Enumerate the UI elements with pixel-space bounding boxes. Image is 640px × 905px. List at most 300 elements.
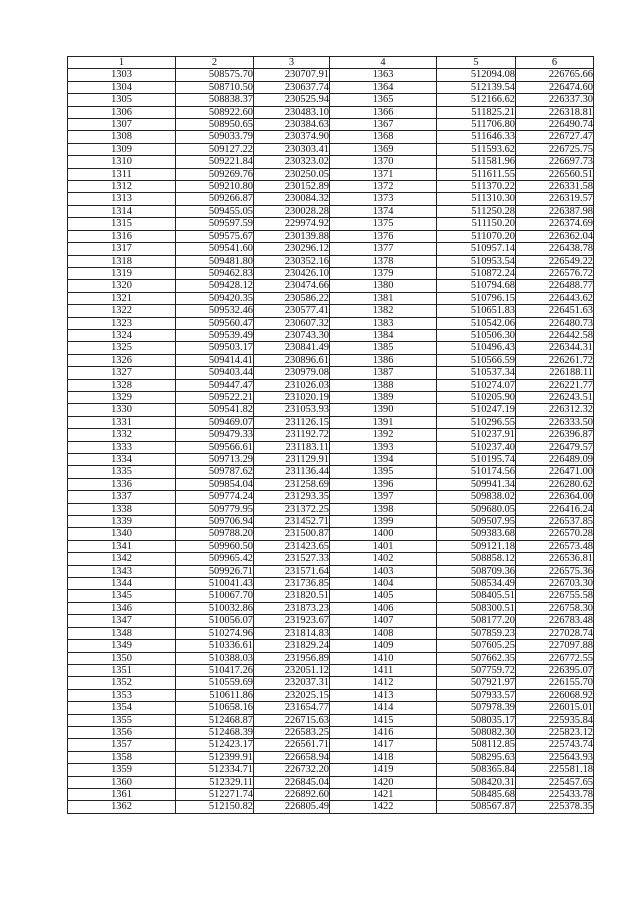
x-coordinate-left-cell: 509033.79 [176,131,254,143]
point-number-right-cell: 1386 [330,354,437,366]
point-number-left-cell: 1318 [68,255,176,267]
point-number-left-cell: 1353 [68,689,176,701]
y-coordinate-left-cell: 231192.72 [254,429,330,441]
column-header-point-number-right: 4 [330,57,437,69]
y-coordinate-left-cell: 230352.16 [254,255,330,267]
y-coordinate-right-cell: 226280.62 [516,478,594,490]
y-coordinate-left-cell: 231423.65 [254,540,330,552]
table-row [68,106,594,118]
table-row [68,441,594,453]
column-header-y-right: 6 [516,57,594,69]
x-coordinate-right-cell: 511310.30 [437,193,516,205]
point-number-left-cell: 1360 [68,776,176,788]
x-coordinate-left-cell: 510417.26 [176,664,254,676]
point-number-right-cell: 1364 [330,81,437,93]
x-coordinate-left-cell: 509455.05 [176,205,254,217]
point-number-left-cell: 1357 [68,739,176,751]
x-coordinate-right-cell: 508177.20 [437,615,516,627]
x-coordinate-right-cell: 511581.96 [437,156,516,168]
table-row [68,267,594,279]
point-number-right-cell: 1413 [330,689,437,701]
x-coordinate-right-cell: 510237.91 [437,429,516,441]
column-header-x-right: 5 [437,57,516,69]
table-row [68,404,594,416]
y-coordinate-left-cell: 226715.63 [254,714,330,726]
point-number-right-cell: 1407 [330,615,437,627]
y-coordinate-right-cell: 225457.65 [516,776,594,788]
y-coordinate-left-cell: 231820.51 [254,590,330,602]
table-row [68,230,594,242]
point-number-left-cell: 1313 [68,193,176,205]
point-number-left-cell: 1333 [68,441,176,453]
x-coordinate-right-cell: 508709.36 [437,565,516,577]
x-coordinate-left-cell: 512468.87 [176,714,254,726]
x-coordinate-left-cell: 509481.80 [176,255,254,267]
coordinates-sheet [67,56,593,814]
y-coordinate-right-cell: 226703.30 [516,578,594,590]
y-coordinate-right-cell: 226697.73 [516,156,594,168]
x-coordinate-right-cell: 508420.31 [437,776,516,788]
coordinates-table [67,56,594,814]
y-coordinate-left-cell: 231452.71 [254,516,330,528]
x-coordinate-right-cell: 509838.02 [437,491,516,503]
table-row [68,776,594,788]
x-coordinate-right-cell: 512139.54 [437,81,516,93]
y-coordinate-left-cell: 231571.64 [254,565,330,577]
x-coordinate-left-cell: 512150.82 [176,801,254,813]
x-coordinate-left-cell: 509566.61 [176,441,254,453]
y-coordinate-right-cell: 226438.78 [516,243,594,255]
table-row [68,788,594,800]
table-row [68,503,594,515]
y-coordinate-left-cell: 231829.24 [254,640,330,652]
y-coordinate-right-cell: 226576.72 [516,267,594,279]
table-row [68,181,594,193]
x-coordinate-left-cell: 512399.91 [176,751,254,763]
table-row [68,342,594,354]
y-coordinate-right-cell: 226068.92 [516,689,594,701]
table-row [68,739,594,751]
y-coordinate-left-cell: 231372.25 [254,503,330,515]
y-coordinate-right-cell: 227097.88 [516,640,594,652]
y-coordinate-right-cell: 227028.74 [516,627,594,639]
point-number-left-cell: 1340 [68,528,176,540]
table-row [68,491,594,503]
table-row [68,168,594,180]
x-coordinate-right-cell: 508300.51 [437,602,516,614]
point-number-right-cell: 1378 [330,255,437,267]
x-coordinate-right-cell: 508112.85 [437,739,516,751]
table-row [68,801,594,813]
x-coordinate-left-cell: 509447.47 [176,379,254,391]
table-row [68,652,594,664]
x-coordinate-left-cell: 509503.17 [176,342,254,354]
point-number-left-cell: 1362 [68,801,176,813]
y-coordinate-left-cell: 230139.88 [254,230,330,242]
y-coordinate-right-cell: 225643.93 [516,751,594,763]
point-number-left-cell: 1339 [68,516,176,528]
y-coordinate-left-cell: 231020.19 [254,391,330,403]
point-number-right-cell: 1367 [330,119,437,131]
point-number-left-cell: 1351 [68,664,176,676]
point-number-left-cell: 1321 [68,292,176,304]
y-coordinate-right-cell: 226480.73 [516,317,594,329]
x-coordinate-left-cell: 509926.71 [176,565,254,577]
x-coordinate-right-cell: 512094.08 [437,69,516,81]
x-coordinate-right-cell: 507978.39 [437,702,516,714]
point-number-right-cell: 1393 [330,441,437,453]
x-coordinate-right-cell: 510542.06 [437,317,516,329]
x-coordinate-right-cell: 508485.68 [437,788,516,800]
x-coordinate-right-cell: 510274.07 [437,379,516,391]
x-coordinate-right-cell: 508082.30 [437,726,516,738]
y-coordinate-right-cell: 226489.09 [516,454,594,466]
y-coordinate-left-cell: 226561.71 [254,739,330,751]
table-row [68,131,594,143]
x-coordinate-left-cell: 509854.04 [176,478,254,490]
point-number-right-cell: 1420 [330,776,437,788]
y-coordinate-left-cell: 230028.28 [254,205,330,217]
y-coordinate-right-cell: 226331.58 [516,181,594,193]
point-number-right-cell: 1369 [330,143,437,155]
y-coordinate-left-cell: 230896.61 [254,354,330,366]
x-coordinate-left-cell: 510559.69 [176,677,254,689]
x-coordinate-right-cell: 511646.33 [437,131,516,143]
y-coordinate-right-cell: 226783.48 [516,615,594,627]
table-row [68,540,594,552]
point-number-left-cell: 1344 [68,578,176,590]
point-number-left-cell: 1307 [68,119,176,131]
x-coordinate-right-cell: 510205.90 [437,391,516,403]
table-row [68,119,594,131]
table-row [68,764,594,776]
y-coordinate-left-cell: 226583.25 [254,726,330,738]
x-coordinate-right-cell: 510566.59 [437,354,516,366]
y-coordinate-right-cell: 225378.35 [516,801,594,813]
column-header-point-number-left: 1 [68,57,176,69]
x-coordinate-left-cell: 508575.70 [176,69,254,81]
x-coordinate-left-cell: 510067.70 [176,590,254,602]
y-coordinate-right-cell: 226479.57 [516,441,594,453]
x-coordinate-left-cell: 508950.65 [176,119,254,131]
y-coordinate-right-cell: 226471.00 [516,466,594,478]
point-number-right-cell: 1385 [330,342,437,354]
x-coordinate-right-cell: 507859.23 [437,627,516,639]
table-row [68,702,594,714]
point-number-left-cell: 1322 [68,305,176,317]
y-coordinate-right-cell: 226474.60 [516,81,594,93]
table-row [68,429,594,441]
point-number-left-cell: 1315 [68,218,176,230]
y-coordinate-left-cell: 231500.87 [254,528,330,540]
x-coordinate-right-cell: 509121.18 [437,540,516,552]
x-coordinate-left-cell: 509403.44 [176,367,254,379]
y-coordinate-right-cell: 226319.57 [516,193,594,205]
point-number-right-cell: 1368 [330,131,437,143]
point-number-left-cell: 1348 [68,627,176,639]
x-coordinate-right-cell: 510957.14 [437,243,516,255]
point-number-right-cell: 1412 [330,677,437,689]
table-row [68,590,594,602]
table-row [68,578,594,590]
table-row [68,553,594,565]
x-coordinate-right-cell: 508534.49 [437,578,516,590]
table-row [68,255,594,267]
x-coordinate-right-cell: 507759.72 [437,664,516,676]
point-number-left-cell: 1350 [68,652,176,664]
table-row [68,354,594,366]
table-row [68,466,594,478]
y-coordinate-right-cell: 226395.07 [516,664,594,676]
point-number-right-cell: 1366 [330,106,437,118]
x-coordinate-left-cell: 510611.86 [176,689,254,701]
table-row [68,516,594,528]
point-number-right-cell: 1419 [330,764,437,776]
y-coordinate-left-cell: 230303.41 [254,143,330,155]
x-coordinate-right-cell: 511825.21 [437,106,516,118]
y-coordinate-right-cell: 226416.24 [516,503,594,515]
x-coordinate-left-cell: 509706.94 [176,516,254,528]
point-number-left-cell: 1308 [68,131,176,143]
y-coordinate-left-cell: 230384.63 [254,119,330,131]
point-number-right-cell: 1402 [330,553,437,565]
y-coordinate-left-cell: 230979.08 [254,367,330,379]
x-coordinate-right-cell: 507921.97 [437,677,516,689]
x-coordinate-right-cell: 510537.34 [437,367,516,379]
point-number-right-cell: 1403 [330,565,437,577]
x-coordinate-left-cell: 508922.60 [176,106,254,118]
point-number-left-cell: 1337 [68,491,176,503]
x-coordinate-left-cell: 509469.07 [176,416,254,428]
table-row [68,317,594,329]
x-coordinate-left-cell: 508838.37 [176,94,254,106]
y-coordinate-left-cell: 230474.66 [254,280,330,292]
point-number-right-cell: 1400 [330,528,437,540]
x-coordinate-left-cell: 509965.42 [176,553,254,565]
y-coordinate-left-cell: 230152.89 [254,181,330,193]
table-row [68,280,594,292]
table-row [68,664,594,676]
point-number-left-cell: 1332 [68,429,176,441]
x-coordinate-right-cell: 508035.17 [437,714,516,726]
table-row [68,416,594,428]
table-row [68,602,594,614]
table-row [68,156,594,168]
y-coordinate-left-cell: 231183.11 [254,441,330,453]
y-coordinate-right-cell: 226488.77 [516,280,594,292]
x-coordinate-right-cell: 510796.15 [437,292,516,304]
x-coordinate-left-cell: 509210.80 [176,181,254,193]
point-number-left-cell: 1305 [68,94,176,106]
y-coordinate-right-cell: 226221.77 [516,379,594,391]
point-number-right-cell: 1397 [330,491,437,503]
x-coordinate-left-cell: 510388.03 [176,652,254,664]
x-coordinate-right-cell: 509941.34 [437,478,516,490]
x-coordinate-left-cell: 509479.33 [176,429,254,441]
y-coordinate-right-cell: 226560.51 [516,168,594,180]
x-coordinate-left-cell: 509787.62 [176,466,254,478]
x-coordinate-left-cell: 510658.16 [176,702,254,714]
x-coordinate-right-cell: 512166.62 [437,94,516,106]
x-coordinate-left-cell: 510336.61 [176,640,254,652]
y-coordinate-right-cell: 226549.22 [516,255,594,267]
table-row [68,726,594,738]
x-coordinate-right-cell: 511250.28 [437,205,516,217]
y-coordinate-right-cell: 226312.32 [516,404,594,416]
table-row [68,143,594,155]
y-coordinate-right-cell: 226188.11 [516,367,594,379]
point-number-right-cell: 1406 [330,602,437,614]
y-coordinate-left-cell: 230607.32 [254,317,330,329]
point-number-right-cell: 1394 [330,454,437,466]
point-number-left-cell: 1354 [68,702,176,714]
point-number-right-cell: 1399 [330,516,437,528]
y-coordinate-left-cell: 232037.31 [254,677,330,689]
point-number-right-cell: 1375 [330,218,437,230]
y-coordinate-left-cell: 230577.41 [254,305,330,317]
point-number-left-cell: 1304 [68,81,176,93]
point-number-right-cell: 1374 [330,205,437,217]
point-number-right-cell: 1373 [330,193,437,205]
point-number-right-cell: 1380 [330,280,437,292]
point-number-right-cell: 1415 [330,714,437,726]
x-coordinate-left-cell: 509532.46 [176,305,254,317]
y-coordinate-right-cell: 225935.84 [516,714,594,726]
y-coordinate-left-cell: 231136.44 [254,466,330,478]
point-number-left-cell: 1341 [68,540,176,552]
point-number-left-cell: 1361 [68,788,176,800]
y-coordinate-right-cell: 226451.63 [516,305,594,317]
x-coordinate-left-cell: 509428.12 [176,280,254,292]
x-coordinate-right-cell: 511070.20 [437,230,516,242]
y-coordinate-left-cell: 229974.92 [254,218,330,230]
point-number-right-cell: 1389 [330,391,437,403]
point-number-right-cell: 1363 [330,69,437,81]
point-number-left-cell: 1324 [68,329,176,341]
y-coordinate-left-cell: 231126.15 [254,416,330,428]
point-number-left-cell: 1342 [68,553,176,565]
y-coordinate-left-cell: 231814.83 [254,627,330,639]
y-coordinate-right-cell: 226755.58 [516,590,594,602]
table-row [68,528,594,540]
y-coordinate-left-cell: 230707.91 [254,69,330,81]
point-number-right-cell: 1414 [330,702,437,714]
table-row [68,677,594,689]
x-coordinate-left-cell: 509560.47 [176,317,254,329]
table-row [68,379,594,391]
y-coordinate-left-cell: 230525.94 [254,94,330,106]
x-coordinate-right-cell: 507605.25 [437,640,516,652]
y-coordinate-right-cell: 226333.50 [516,416,594,428]
point-number-left-cell: 1338 [68,503,176,515]
table-row [68,391,594,403]
y-coordinate-left-cell: 230426.10 [254,267,330,279]
x-coordinate-right-cell: 511150.20 [437,218,516,230]
table-row [68,615,594,627]
y-coordinate-right-cell: 225823.12 [516,726,594,738]
point-number-left-cell: 1329 [68,391,176,403]
y-coordinate-right-cell: 225743.74 [516,739,594,751]
x-coordinate-right-cell: 511593.62 [437,143,516,155]
x-coordinate-right-cell: 510237.40 [437,441,516,453]
point-number-right-cell: 1395 [330,466,437,478]
table-row [68,81,594,93]
y-coordinate-left-cell: 231293.35 [254,491,330,503]
y-coordinate-right-cell: 226015.01 [516,702,594,714]
point-number-right-cell: 1391 [330,416,437,428]
table-row [68,751,594,763]
x-coordinate-right-cell: 507933.57 [437,689,516,701]
y-coordinate-left-cell: 230743.30 [254,329,330,341]
point-number-right-cell: 1376 [330,230,437,242]
x-coordinate-left-cell: 510032.86 [176,602,254,614]
x-coordinate-right-cell: 509680.05 [437,503,516,515]
point-number-right-cell: 1421 [330,788,437,800]
table-row [68,69,594,81]
x-coordinate-left-cell: 509269.76 [176,168,254,180]
point-number-right-cell: 1398 [330,503,437,515]
y-coordinate-right-cell: 226318.81 [516,106,594,118]
point-number-left-cell: 1349 [68,640,176,652]
y-coordinate-right-cell: 226765.66 [516,69,594,81]
y-coordinate-left-cell: 230841.49 [254,342,330,354]
x-coordinate-right-cell: 510195.74 [437,454,516,466]
y-coordinate-right-cell: 225581.18 [516,764,594,776]
y-coordinate-right-cell: 226261.72 [516,354,594,366]
y-coordinate-left-cell: 226732.20 [254,764,330,776]
x-coordinate-left-cell: 510041.43 [176,578,254,590]
x-coordinate-right-cell: 510872.24 [437,267,516,279]
point-number-right-cell: 1396 [330,478,437,490]
x-coordinate-left-cell: 508710.50 [176,81,254,93]
point-number-right-cell: 1365 [330,94,437,106]
x-coordinate-left-cell: 512334.71 [176,764,254,776]
point-number-left-cell: 1345 [68,590,176,602]
point-number-left-cell: 1326 [68,354,176,366]
y-coordinate-right-cell: 226758.30 [516,602,594,614]
x-coordinate-left-cell: 509541.82 [176,404,254,416]
point-number-left-cell: 1306 [68,106,176,118]
column-header-x-left: 2 [176,57,254,69]
point-number-left-cell: 1320 [68,280,176,292]
table-row [68,627,594,639]
table-row [68,454,594,466]
x-coordinate-right-cell: 510496.43 [437,342,516,354]
x-coordinate-left-cell: 509462.83 [176,267,254,279]
x-coordinate-left-cell: 509420.35 [176,292,254,304]
y-coordinate-left-cell: 231026.03 [254,379,330,391]
point-number-left-cell: 1319 [68,267,176,279]
y-coordinate-right-cell: 226374.69 [516,218,594,230]
x-coordinate-left-cell: 509539.49 [176,329,254,341]
y-coordinate-right-cell: 226772.55 [516,652,594,664]
point-number-left-cell: 1303 [68,69,176,81]
x-coordinate-right-cell: 510651.83 [437,305,516,317]
y-coordinate-left-cell: 230637.74 [254,81,330,93]
table-row [68,205,594,217]
table-row [68,218,594,230]
x-coordinate-left-cell: 510274.96 [176,627,254,639]
point-number-right-cell: 1411 [330,664,437,676]
point-number-right-cell: 1410 [330,652,437,664]
point-number-right-cell: 1409 [330,640,437,652]
point-number-left-cell: 1316 [68,230,176,242]
x-coordinate-right-cell: 510953.54 [437,255,516,267]
y-coordinate-right-cell: 226155.70 [516,677,594,689]
point-number-right-cell: 1404 [330,578,437,590]
point-number-right-cell: 1416 [330,726,437,738]
y-coordinate-right-cell: 226490.74 [516,119,594,131]
